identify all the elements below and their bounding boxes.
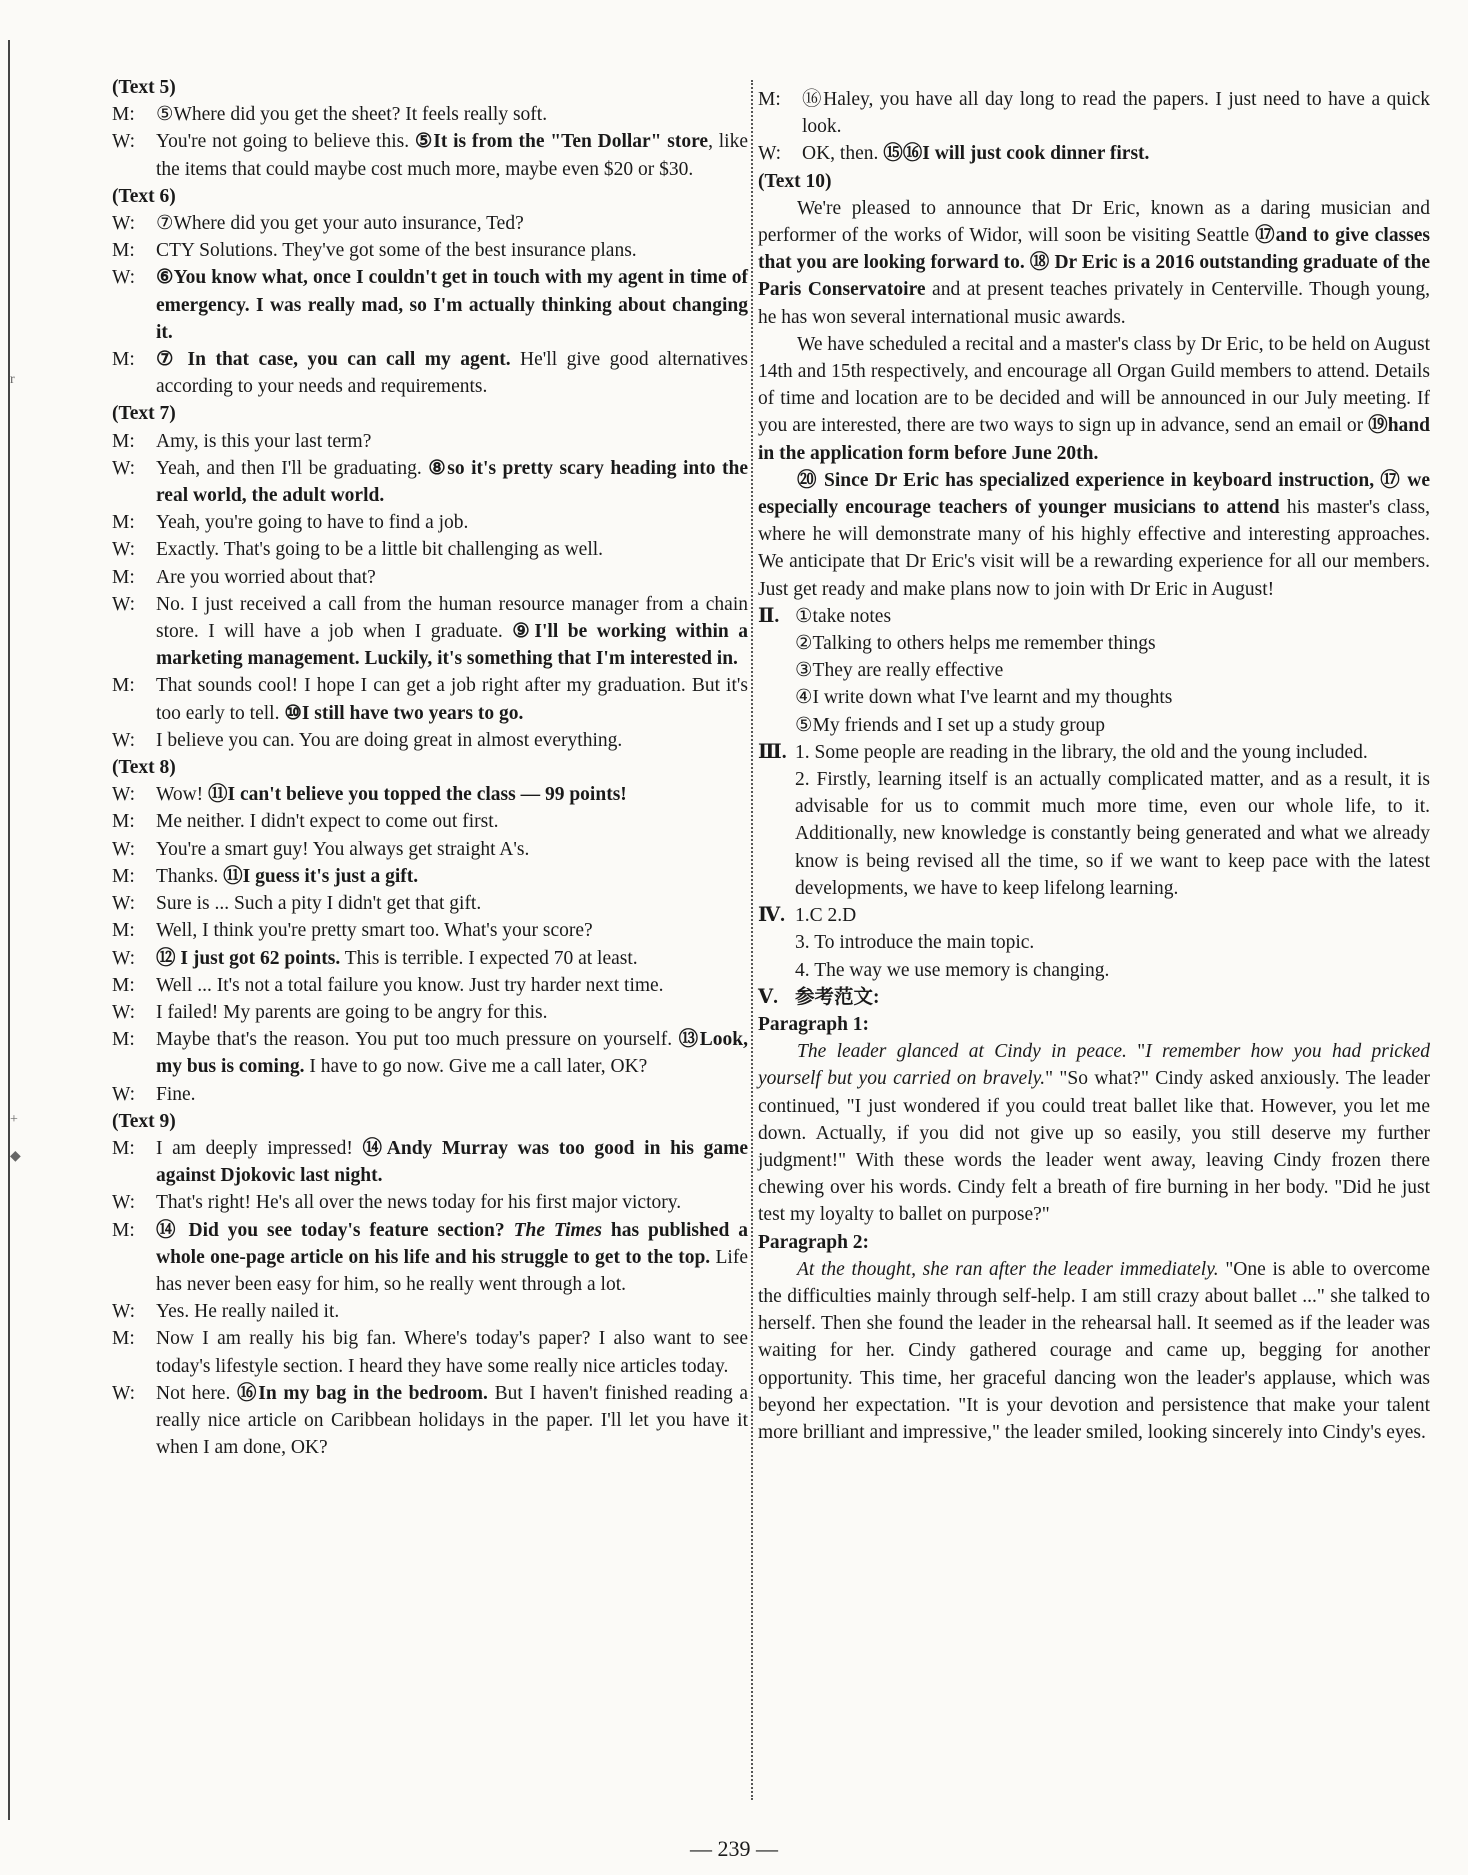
- answer-subitem: ⑤My friends and I set up a study group: [795, 714, 1105, 736]
- text-run: ⑳ Since Dr Eric has specialized experience in keyboard instruction, ⑰ we especially encourage teachers of younger musicians to attend: [758, 469, 1430, 519]
- speaker-label: W:: [112, 1301, 136, 1323]
- text-run: ⑭Andy Murray was too good in his game against Djokovic last night.: [156, 1137, 749, 1187]
- text-run: and at present teaches privately in Centerville. Though young, he has won several international music awards.: [758, 279, 1430, 328]
- text-run: I failed! My parents are going to be angry for this.: [156, 1001, 548, 1023]
- text-run: ⑫ I just got 62 points.: [156, 947, 341, 969]
- text-run: Are you worried about that?: [156, 566, 376, 588]
- dialogue-line: [112, 1325, 748, 1379]
- text-run: ⑦Where did you get your auto insurance, Ted?: [156, 213, 524, 235]
- speaker-label: M:: [112, 920, 135, 942]
- text-run: , like the items that could maybe cost much more, maybe even $20 or $30.: [156, 131, 748, 180]
- speaker-label: M:: [112, 974, 135, 996]
- speaker-label: W:: [112, 1382, 136, 1404]
- dialogue-line: [112, 1298, 748, 1325]
- utterance: [156, 1081, 748, 1108]
- text-run: Sure is ... Such a pity I didn't get that gift.: [156, 893, 482, 915]
- text-run: " "So what?" Cindy asked anxiously. The leader continued, "I just wondered if you could treat ballet like that. However, you let me down. Actually, if you did not give up so easily, you still deserve my further judgment!" With these words the leader went away, leaving Cindy frozen there chewing over his words. Cindy felt a breath of fire burning in her body. "Did he just test my loyalty to ballet on purpose?": [758, 1068, 1431, 1226]
- text-run: Thanks.: [156, 865, 224, 887]
- utterance: [156, 808, 748, 835]
- dialogue-line: [112, 917, 748, 944]
- speaker-label: M:: [112, 240, 135, 262]
- utterance: [156, 346, 748, 400]
- utterance: [156, 672, 748, 726]
- text-run: Fine.: [156, 1083, 196, 1105]
- text-run: You're not going to believe this.: [156, 131, 415, 153]
- answer-subitem: 4. The way we use memory is changing.: [795, 959, 1110, 981]
- utterance: [156, 972, 748, 999]
- utterance: [156, 1380, 748, 1462]
- answer-subitem: ②Talking to others helps me remember things: [795, 633, 1156, 655]
- speaker-label: M:: [112, 349, 135, 371]
- utterance: [802, 86, 1430, 140]
- text-run: ⑲hand in the application form before June 20th.: [758, 415, 1430, 464]
- utterance: [156, 128, 748, 182]
- speaker-label: M:: [112, 675, 135, 697]
- utterance: [156, 536, 748, 563]
- text-run: You're a smart guy! You always get straight A's.: [156, 838, 530, 860]
- section-heading: (Text 6): [112, 185, 176, 207]
- utterance: [156, 890, 748, 917]
- text-run: Maybe that's the reason. You put too much pressure on yourself.: [156, 1029, 679, 1051]
- text-run: ⑯In my bag in the bedroom.: [237, 1382, 488, 1404]
- dialogue-line: [112, 455, 748, 509]
- speaker-label: W:: [112, 838, 136, 860]
- utterance: [802, 140, 1430, 167]
- text-run: ⑤It is from the "Ten Dollar" store: [414, 131, 709, 153]
- speaker-label: M:: [112, 512, 135, 534]
- speaker-label: W:: [112, 1083, 136, 1105]
- text-run: ⑨I'll be working within a marketing management. Luckily, it's something that I'm interested in.: [156, 621, 748, 670]
- dialogue-line: [112, 836, 748, 863]
- text-run: ⑮⑯I will just cook dinner first.: [883, 143, 1150, 165]
- speaker-label: M:: [112, 1219, 135, 1241]
- dialogue-line: [112, 808, 748, 835]
- speaker-label: W:: [112, 1001, 136, 1023]
- text-run: Exactly. That's going to be a little bit challenging as well.: [156, 539, 604, 561]
- section-heading: Paragraph 1:: [758, 1013, 870, 1035]
- speaker-label: W:: [112, 784, 136, 806]
- dialogue-line: [112, 1135, 748, 1189]
- answer-item: [758, 603, 1430, 630]
- dialogue-line: [112, 264, 748, 346]
- dialogue-line: [112, 346, 748, 400]
- text-run: At the thought, she ran after the leader immediately.: [797, 1258, 1219, 1280]
- utterance: [156, 509, 748, 536]
- paragraph: [758, 331, 1430, 467]
- text-run: We're pleased to announce that Dr Eric, known as a daring musician and performer of the works of Widor, will soon be visiting Seattle: [758, 197, 1430, 247]
- left-column: [112, 74, 748, 1461]
- speaker-label: M:: [112, 811, 135, 833]
- text-run: He'll give good alternatives according to your needs and requirements.: [156, 349, 748, 398]
- text-run: Yeah, you're going to have to find a job.: [156, 512, 469, 534]
- answer-subitem: 2. Firstly, learning itself is an actually complicated matter, and as a result, it is advisable for us to commit much more time, even our whole life, to it. Additionally, new knowledge is constantly being generated and what we already know is being revised all the time, so if we want to keep pace with the latest developments, we have to keep lifelong learning.: [795, 769, 1430, 899]
- section-heading: (Text 10): [758, 170, 832, 192]
- right-column: [758, 86, 1430, 1446]
- speaker-label: M:: [112, 430, 135, 452]
- dialogue-line: [112, 101, 748, 128]
- paragraph: [758, 195, 1430, 331]
- text-run: Now I am really his big fan. Where's today's paper? I also want to see today's lifestyle section. I heard they have some really nice articles today.: [156, 1328, 748, 1377]
- page-number: — 239 —: [690, 1836, 778, 1861]
- section-heading: (Text 8): [112, 757, 176, 779]
- text-run: I believe you can. You are doing great in almost everything.: [156, 729, 623, 751]
- answer-item: [758, 739, 1430, 766]
- answer-label: Ⅳ.: [758, 905, 786, 927]
- section-heading: (Text 7): [112, 403, 176, 425]
- section-heading: (Text 9): [112, 1110, 176, 1132]
- dialogue-line: [112, 781, 748, 808]
- speaker-label: W:: [112, 213, 136, 235]
- speaker-label: M:: [112, 865, 135, 887]
- text-run: ⑩I still have two years to go.: [284, 702, 524, 724]
- text-run: his master's class, where he will demonstrate many of his highly effective and interesting approaches. We anticipate that Dr Eric's visit will be a rewarding experience for all our members. Just get ready and make plans now to join with Dr Eric in August!: [758, 497, 1431, 600]
- utterance: [156, 237, 748, 264]
- text-run: That sounds cool! I hope I can get a job right after my graduation. But it's too early to tell.: [156, 675, 748, 724]
- text-run: ⑭ Did you see today's feature section?: [156, 1219, 514, 1241]
- utterance: [156, 455, 748, 509]
- answer-text: 1. Some people are reading in the library, the old and the young included.: [795, 741, 1368, 763]
- speaker-label: M:: [112, 566, 135, 588]
- answer-subitem: ③They are really effective: [795, 660, 1004, 682]
- text-run: Amy, is this your last term?: [156, 430, 372, 452]
- answer-subitem: 3. To introduce the main topic.: [795, 932, 1035, 954]
- answer-label: Ⅲ.: [758, 741, 787, 763]
- edge-mark: r: [10, 372, 15, 387]
- text-run: ⑯Haley, you have all day long to read the papers. I just need to have a quick look.: [802, 89, 1430, 138]
- edge-mark: +: [10, 1112, 18, 1127]
- page-edge-rule: [8, 40, 10, 1820]
- text-run: Not here.: [156, 1382, 238, 1404]
- answer-subitem: ④I write down what I've learnt and my thoughts: [795, 687, 1173, 709]
- dialogue-line: [112, 591, 748, 673]
- speaker-label: M:: [112, 104, 135, 126]
- utterance: [156, 564, 748, 591]
- utterance: [156, 264, 748, 346]
- dialogue-line: [112, 1026, 748, 1080]
- utterance: [156, 836, 748, 863]
- answer-item: [758, 902, 1430, 929]
- dialogue-line: [112, 128, 748, 182]
- edge-mark: ◆: [10, 1149, 21, 1164]
- text-run: Me neither. I didn't expect to come out first.: [156, 811, 499, 833]
- utterance: [156, 917, 748, 944]
- dialogue-line: [112, 1217, 748, 1299]
- answer-label: Ⅱ.: [758, 605, 780, 627]
- speaker-label: W:: [112, 729, 136, 751]
- answer-item: [758, 984, 1430, 1011]
- speaker-label: W:: [112, 947, 136, 969]
- text-run: ⑤Where did you get the sheet? It feels really soft.: [156, 104, 548, 126]
- speaker-label: W:: [112, 893, 136, 915]
- text-run: has published a whole one-page article on his life and his struggle to get to the top.: [156, 1219, 748, 1268]
- text-run: ⑬Look, my bus is coming.: [156, 1029, 748, 1078]
- text-run: No. I just received a call from the human resource manager from a chain store. I will have a job when I graduate.: [156, 593, 748, 643]
- dialogue-line: [758, 140, 1430, 167]
- text-run: The leader glanced at Cindy in peace.: [797, 1041, 1127, 1063]
- dialogue-line: [112, 237, 748, 264]
- dialogue-line: [112, 672, 748, 726]
- dialogue-line: [112, 1189, 748, 1216]
- paragraph: [758, 1256, 1430, 1446]
- answer-label: Ⅴ.: [758, 986, 779, 1008]
- section-heading: (Text 5): [112, 77, 176, 98]
- text-run: ⑦ In that case, you can call my agent.: [156, 349, 511, 371]
- dialogue-line: [112, 1081, 748, 1108]
- answer-text: 参考范文:: [795, 986, 880, 1008]
- answer-text: 1.C 2.D: [795, 905, 857, 927]
- speaker-label: M:: [758, 89, 781, 110]
- dialogue-line: [112, 727, 748, 754]
- text-run: That's right! He's all over the news today for his first major victory.: [156, 1192, 682, 1214]
- text-run: Well ... It's not a total failure you know. Just try harder next time.: [156, 974, 664, 996]
- utterance: [156, 945, 748, 972]
- answer-text: ①take notes: [795, 605, 892, 627]
- speaker-label: W:: [112, 267, 136, 289]
- section-heading: Paragraph 2:: [758, 1231, 870, 1253]
- text-run: This is terrible. I expected 70 at least.: [340, 947, 638, 969]
- text-run: ⑪I can't believe you topped the class — 99 points!: [208, 784, 627, 806]
- speaker-label: M:: [112, 1029, 135, 1051]
- utterance: [156, 1135, 748, 1189]
- text-run: ⑰and to give classes that you are looking forward to. ⑱ Dr Eric is a 2016 outstanding graduate of the Paris Conservatoire: [758, 225, 1430, 301]
- text-run: Life has never been easy for him, so he really went through a lot.: [156, 1246, 748, 1295]
- utterance: [156, 727, 748, 754]
- text-run: "One is able to overcome the difficulties mainly through self-help. I am still crazy about ballet ..." she talked to herself. Then she found the leader in the rehearsal hall. It seemed as if the leader was waiting for her. Cindy gathered courage and came up, begging for another opportunity. This time, her graceful dancing won the leader's applause, which was beyond her expectation. "It is your devotion and persistence that make your talent more brilliant and impressive," the leader smiled, looking sincerely into Cindy's eyes.: [758, 1258, 1430, 1443]
- utterance: [156, 863, 748, 890]
- text-run: I am deeply impressed!: [156, 1137, 363, 1159]
- speaker-label: W:: [112, 593, 136, 615]
- dialogue-line: [112, 999, 748, 1026]
- text-run: ⑪I guess it's just a gift.: [223, 865, 419, 887]
- text-run: I remember how you had pricked yourself but you carried on bravely.: [758, 1041, 1430, 1090]
- utterance: [156, 1325, 748, 1379]
- text-run: Yes. He really nailed it.: [156, 1301, 340, 1323]
- text-run: Wow!: [156, 784, 209, 806]
- speaker-label: W:: [758, 143, 782, 165]
- dialogue-line: [112, 564, 748, 591]
- speaker-label: W:: [112, 457, 136, 479]
- text-run: OK, then.: [802, 143, 884, 165]
- utterance: [156, 591, 748, 673]
- utterance: [156, 1298, 748, 1325]
- utterance: [156, 999, 748, 1026]
- dialogue-line: [112, 972, 748, 999]
- dialogue-line: [112, 1380, 748, 1462]
- dialogue-line: [112, 945, 748, 972]
- paragraph: [758, 467, 1430, 603]
- text-run: ⑧so it's pretty scary heading into the real world, the adult world.: [156, 457, 748, 507]
- utterance: [156, 1026, 748, 1080]
- text-run: But I haven't finished reading a really nice article on Caribbean holidays in the paper. I'll let you have it when I am done, OK?: [156, 1382, 749, 1459]
- dialogue-line: [112, 428, 748, 455]
- column-divider: [751, 80, 753, 1800]
- dialogue-line: [112, 536, 748, 563]
- dialogue-line: [112, 863, 748, 890]
- text-run: ": [1126, 1041, 1146, 1063]
- utterance: [156, 210, 748, 237]
- dialogue-line: [758, 86, 1430, 140]
- speaker-label: M:: [112, 1137, 135, 1159]
- text-run: Yeah, and then I'll be graduating.: [156, 457, 429, 479]
- speaker-label: M:: [112, 1328, 135, 1350]
- paragraph: [758, 1038, 1430, 1228]
- speaker-label: W:: [112, 539, 136, 561]
- text-run: We have scheduled a recital and a master's class by Dr Eric, to be held on August 14th and 15th respectively, and encourage all Organ Guild members to attend. Details of time and location are to be decided and will be announced in our July meeting. If you are interested, there are two ways to sign up in advance, send an email or: [758, 333, 1430, 437]
- dialogue-line: [112, 210, 748, 237]
- dialogue-line: [112, 509, 748, 536]
- text-run: ⑥You know what, once I couldn't get in touch with my agent in time of emergency. I was really mad, so I'm actually thinking about changing it.: [156, 267, 748, 343]
- speaker-label: W:: [112, 1192, 136, 1214]
- utterance: [156, 101, 748, 128]
- utterance: [156, 1189, 748, 1216]
- utterance: [156, 781, 748, 808]
- utterance: [156, 1217, 748, 1299]
- text-run: The Times: [513, 1219, 602, 1241]
- text-run: Well, I think you're pretty smart too. What's your score?: [156, 920, 593, 942]
- speaker-label: W:: [112, 131, 136, 153]
- text-run: I have to go now. Give me a call later, OK?: [304, 1056, 648, 1078]
- text-run: CTY Solutions. They've got some of the best insurance plans.: [156, 240, 637, 262]
- dialogue-line: [112, 890, 748, 917]
- utterance: [156, 428, 748, 455]
